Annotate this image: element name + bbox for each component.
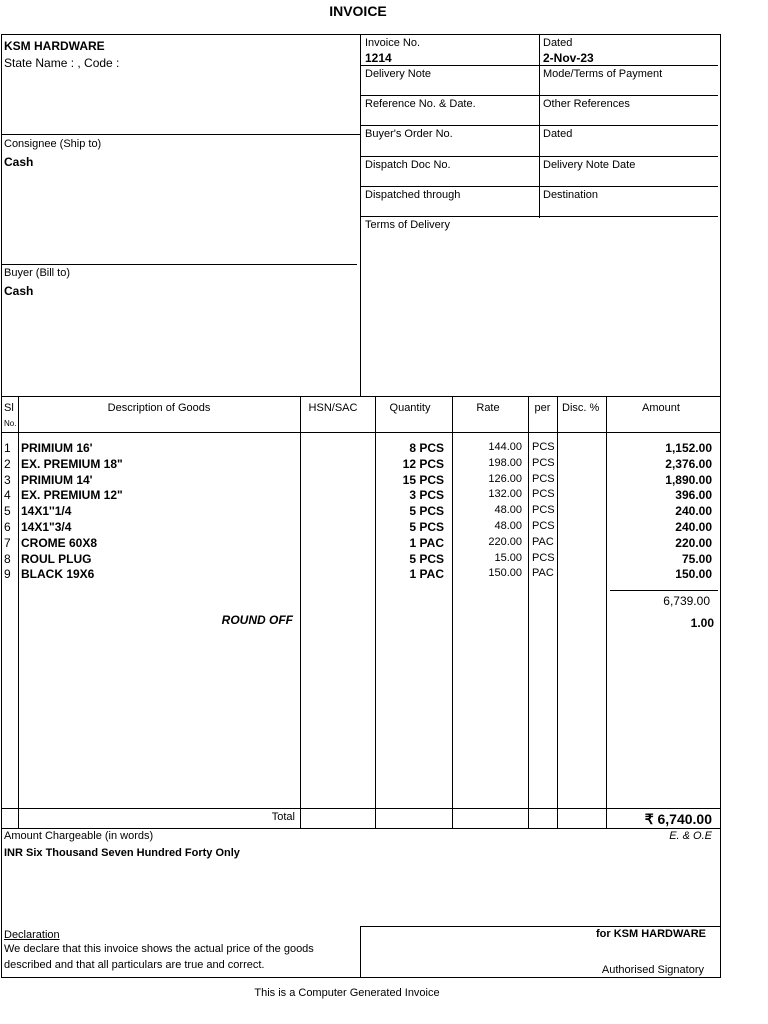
reference-label: Reference No. & Date. <box>365 98 476 110</box>
row-amount: 1,890.00 <box>665 472 712 487</box>
row-amount: 150.00 <box>675 567 712 582</box>
footer-note: This is a Computer Generated Invoice <box>254 987 440 999</box>
row-description: 14X1"3/4 <box>21 520 72 534</box>
dispatched-through-label: Dispatched through <box>365 189 461 201</box>
row-quantity: 1 PAC <box>409 535 444 550</box>
row-rate: 15.00 <box>494 551 522 564</box>
declaration-label: Declaration <box>4 929 60 941</box>
buyer-label: Buyer (Bill to) <box>4 267 71 279</box>
amount-in-words: INR Six Thousand Seven Hundred Forty Only <box>4 847 240 859</box>
row-description: PRIMIUM 16' <box>21 441 93 455</box>
row-sl: 7 <box>4 535 11 550</box>
col-description: Description of Goods <box>107 402 211 414</box>
dispatch-doc-label: Dispatch Doc No. <box>365 159 451 171</box>
delivery-note-date-label: Delivery Note Date <box>543 159 636 171</box>
subtotal: 6,739.00 <box>663 594 710 608</box>
row-rate: 150.00 <box>488 567 522 580</box>
row-sl: 5 <box>4 504 11 519</box>
terms-delivery-label: Terms of Delivery <box>365 219 450 231</box>
row-quantity: 1 PAC <box>409 567 444 582</box>
col-hsn: HSN/SAC <box>308 402 358 414</box>
total-amount: ₹ 6,740.00 <box>644 811 712 827</box>
row-quantity: 5 PCS <box>409 520 444 534</box>
row-sl: 2 <box>4 456 11 471</box>
row-quantity: 5 PCS <box>409 504 444 519</box>
consignee-name: Cash <box>4 155 34 169</box>
consignee-label: Consignee (Ship to) <box>4 138 102 150</box>
row-description: BLACK 19X6 <box>21 567 95 582</box>
mode-terms-label: Mode/Terms of Payment <box>543 68 663 80</box>
row-quantity: 12 PCS <box>402 456 444 471</box>
row-per: PCS <box>532 472 555 485</box>
dated-value: 2-Nov-23 <box>543 51 594 65</box>
declaration-line-1: We declare that this invoice shows the actual price of the goods <box>4 943 314 955</box>
row-per: PCS <box>532 456 555 469</box>
row-per: PAC <box>532 567 554 580</box>
row-per: PCS <box>532 504 555 517</box>
row-sl: 1 <box>4 441 11 455</box>
invoice-no-label: Invoice No. <box>365 37 421 49</box>
row-description: EX. PREMIUM 12" <box>21 488 123 503</box>
total-label: Total <box>271 811 295 823</box>
row-per: PCS <box>532 520 555 532</box>
round-off-label: ROUND OFF <box>221 613 293 627</box>
row-rate: 126.00 <box>488 472 522 485</box>
row-rate: 144.00 <box>488 441 522 453</box>
eoe: E. & O.E <box>669 830 712 842</box>
dated-label: Dated <box>543 37 573 49</box>
row-sl: 6 <box>4 520 11 534</box>
row-per: PCS <box>532 441 555 453</box>
row-sl: 4 <box>4 488 11 503</box>
row-amount: 2,376.00 <box>665 456 712 471</box>
col-per: per <box>534 402 551 414</box>
seller-state: State Name : , Code : <box>4 56 120 70</box>
row-amount: 240.00 <box>675 520 712 534</box>
row-amount: 396.00 <box>675 488 712 503</box>
destination-label: Destination <box>543 189 599 201</box>
col-quantity: Quantity <box>389 402 431 414</box>
authorised-signatory: Authorised Signatory <box>601 964 704 976</box>
words-label: Amount Chargeable (in words) <box>4 830 154 842</box>
row-description: CROME 60X8 <box>21 535 98 550</box>
row-description: ROUL PLUG <box>21 551 92 566</box>
col-sl: Sl <box>4 402 14 414</box>
row-rate: 48.00 <box>494 520 522 532</box>
row-description: PRIMIUM 14' <box>21 472 93 487</box>
delivery-note-label: Delivery Note <box>365 68 432 80</box>
row-amount: 1,152.00 <box>665 441 712 455</box>
invoice-no: 1214 <box>365 51 392 65</box>
for-company: for KSM HARDWARE <box>596 928 706 940</box>
seller-name: KSM HARDWARE <box>4 39 105 53</box>
row-description: 14X1''1/4 <box>21 504 72 519</box>
round-off-value: 1.00 <box>690 616 714 630</box>
row-quantity: 15 PCS <box>402 472 444 487</box>
dated2-label: Dated <box>543 128 573 140</box>
col-no: No. <box>4 419 17 428</box>
row-rate: 48.00 <box>494 504 522 517</box>
page-title: INVOICE <box>329 3 387 19</box>
row-quantity: 5 PCS <box>409 551 444 566</box>
row-per: PCS <box>532 551 555 564</box>
row-sl: 9 <box>4 567 11 582</box>
col-amount: Amount <box>642 402 680 414</box>
col-disc: Disc. % <box>562 402 600 414</box>
col-rate: Rate <box>476 402 500 414</box>
row-description: EX. PREMIUM 18" <box>21 456 123 471</box>
row-quantity: 8 PCS <box>409 441 444 455</box>
declaration-line-2: described and that all particulars are true and correct. <box>4 959 265 971</box>
row-quantity: 3 PCS <box>409 488 444 503</box>
row-amount: 220.00 <box>675 535 712 550</box>
row-sl: 3 <box>4 472 11 487</box>
row-rate: 198.00 <box>488 456 522 469</box>
other-refs-label: Other References <box>543 98 630 110</box>
row-rate: 132.00 <box>488 488 522 501</box>
buyers-order-label: Buyer's Order No. <box>365 128 453 140</box>
row-amount: 75.00 <box>681 551 712 566</box>
buyer-name: Cash <box>4 284 34 298</box>
row-per: PAC <box>532 535 554 548</box>
row-per: PCS <box>532 488 555 501</box>
row-amount: 240.00 <box>675 504 712 519</box>
row-rate: 220.00 <box>488 535 522 548</box>
row-sl: 8 <box>4 551 11 566</box>
